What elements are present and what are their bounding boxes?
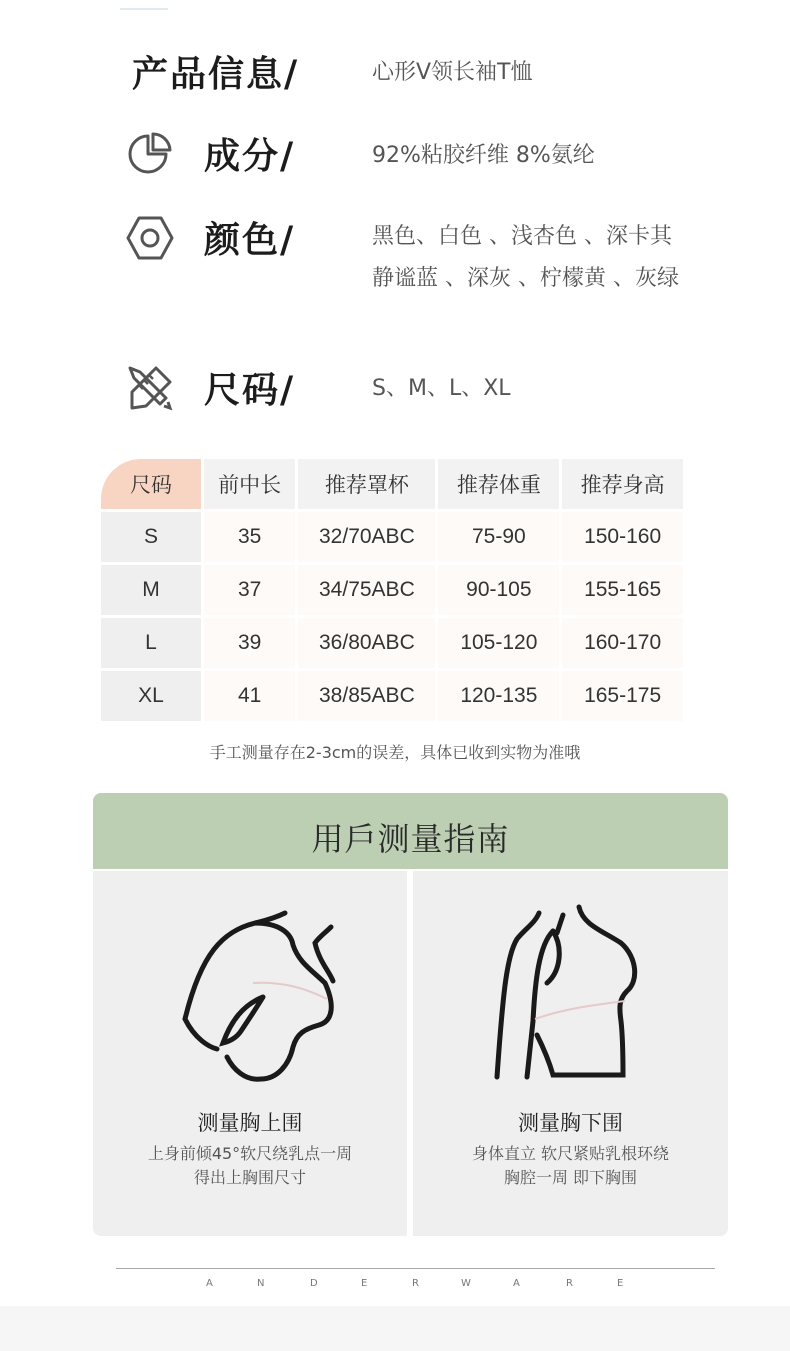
colors-line-1: 黑色、白色 、浅杏色 、深卡其 (372, 224, 672, 249)
footer-band (0, 1306, 790, 1351)
brand-letter: E (617, 1278, 624, 1289)
table-row (101, 671, 683, 721)
upper-bust-desc-2: 得出上胸围尺寸 (193, 1168, 306, 1187)
brand-letter: D (310, 1278, 318, 1289)
table-cell: 36/80ABC (298, 618, 435, 668)
table-cell: 39 (204, 618, 295, 668)
colors-line-2: 静谧蓝 、深灰 、柠檬黄 、灰绿 (372, 266, 679, 291)
upper-bust-figure (93, 871, 407, 1101)
hexagon-nut-icon (126, 214, 174, 262)
measurement-note: 手工测量存在2-3cm的误差，具体已收到实物为准哦 (209, 743, 581, 762)
brand-letter: R (412, 1278, 419, 1289)
table-cell: 75-90 (438, 512, 559, 562)
table-cell: L (101, 618, 201, 668)
table-cell: 155-165 (562, 565, 683, 615)
table-cell: 105-120 (438, 618, 559, 668)
table-header-front-length: 前中长 (204, 459, 295, 509)
table-header-size: 尺码 (101, 459, 201, 509)
upper-bust-title: 测量胸上围 (197, 1111, 303, 1135)
table-cell: 120-135 (438, 671, 559, 721)
table-cell: 150-160 (562, 512, 683, 562)
table-header-height: 推荐身高 (562, 459, 683, 509)
under-bust-desc-1: 身体直立 软尺紧贴乳根环绕 (471, 1144, 670, 1163)
table-cell: XL (101, 671, 201, 721)
table-header-cup: 推荐罩杯 (298, 459, 435, 509)
under-bust-title: 测量胸下围 (518, 1111, 623, 1135)
size-value: S、M、L、XL (372, 376, 511, 401)
table-cell: 90-105 (438, 565, 559, 615)
footer-divider (116, 1268, 715, 1269)
table-cell: 38/85ABC (298, 671, 435, 721)
table-cell: 37 (204, 565, 295, 615)
composition-value: 92%粘胶纤维 8%氨纶 (372, 143, 595, 168)
under-bust-figure (413, 871, 728, 1101)
ruler-pencil-icon (126, 364, 174, 412)
upper-bust-desc-1: 上身前倾45°软尺绕乳点一周 (147, 1144, 353, 1163)
brand-letter: A (513, 1278, 520, 1289)
pie-chart-icon (126, 130, 174, 178)
table-cell: 34/75ABC (298, 565, 435, 615)
table-header-row (101, 459, 683, 509)
product-info-label: 产品信息/ (132, 53, 300, 95)
table-row (101, 565, 683, 615)
product-info-value: 心形V领长袖T恤 (372, 60, 533, 85)
guide-panel-upper-bust (93, 871, 407, 1236)
table-cell: 35 (204, 512, 295, 562)
guide-panel-under-bust (413, 871, 728, 1236)
size-label: 尺码/ (204, 369, 296, 411)
top-divider (120, 8, 168, 10)
table-cell: S (101, 512, 201, 562)
brand-letter: A (206, 1278, 213, 1289)
brand-letter: R (566, 1278, 573, 1289)
brand-letter: W (461, 1278, 471, 1289)
brand-letter: E (361, 1278, 368, 1289)
guide-title: 用戶测量指南 (311, 820, 510, 858)
size-chart-table (98, 456, 686, 724)
table-row (101, 618, 683, 668)
measurement-guide (93, 793, 728, 1236)
table-cell: 32/70ABC (298, 512, 435, 562)
composition-label: 成分/ (204, 135, 296, 177)
under-bust-desc-2: 胸腔一周 即下胸围 (503, 1168, 638, 1187)
table-row (101, 512, 683, 562)
table-header-weight: 推荐体重 (438, 459, 559, 509)
table-cell: 160-170 (562, 618, 683, 668)
table-cell: 41 (204, 671, 295, 721)
table-cell: M (101, 565, 201, 615)
colors-label: 颜色/ (204, 219, 296, 261)
brand-letter: N (257, 1278, 265, 1289)
table-cell: 165-175 (562, 671, 683, 721)
